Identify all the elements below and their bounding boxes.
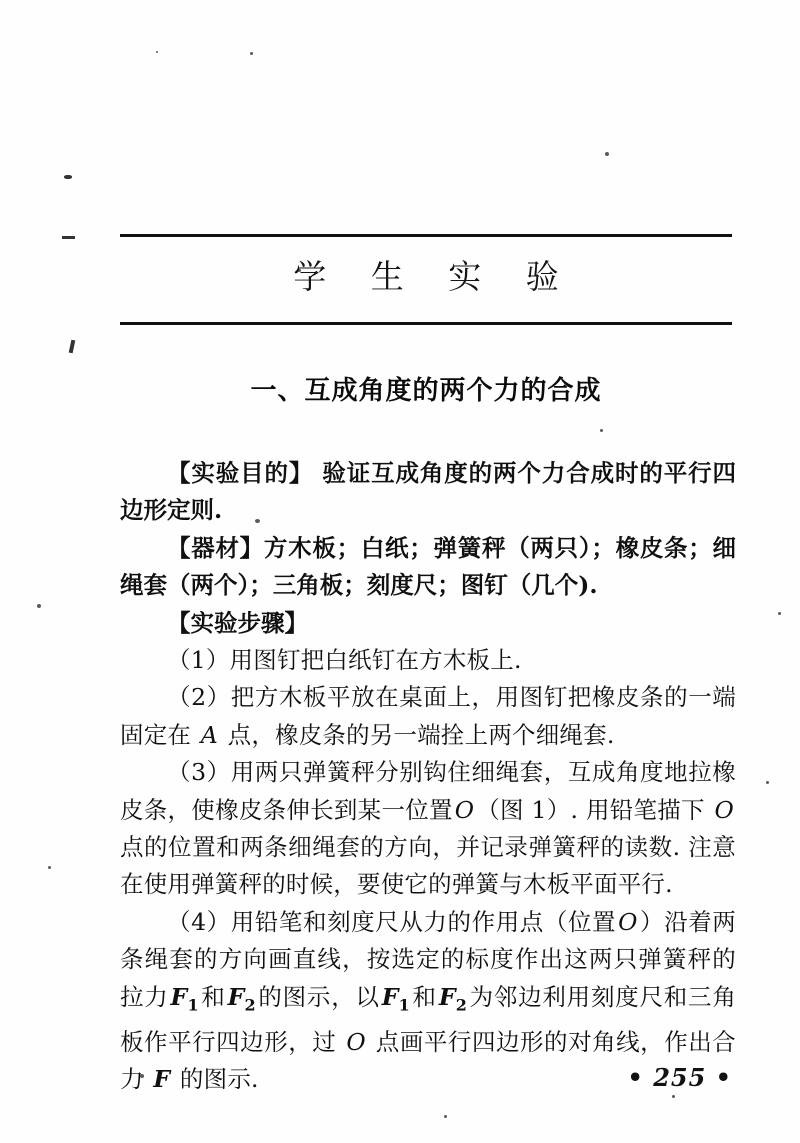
body-text-block [120,455,736,1099]
paragraph-apparatus: 【器材】方木板；白纸；弹簧秤（两只）；橡皮条；细绳套（两个）；三角板；刻度尺；图钉（几个). [120,533,736,600]
title-rule-top [120,234,732,237]
scan-speck [444,1115,447,1118]
scan-speck [600,429,603,432]
variable-O: O [714,795,734,824]
step4-text-e: 和 [411,982,437,1011]
scan-speck [48,866,51,869]
step4-text-b: ）沿着两条绳套的方向画直线，按选定的标度作出这两只弹簧秤的拉力 [120,907,736,1011]
step4-text-a: （4）用铅笔和刻度尺从力的作用点（位置 [167,907,617,936]
step3-text-b: （图 1）. 用铅笔描下 [476,795,713,824]
paragraph-step-2 [120,679,736,754]
scan-speck [62,236,75,239]
variable-F2 [437,982,469,1015]
scan-speck [64,175,72,179]
variable-O: O [618,907,638,936]
variable-F1-letter: F [170,982,188,1011]
variable-O: O [346,1027,366,1056]
step2-text-a: （2）把方木板平放在桌面上，用图钉把橡皮条的一端固定在 [120,683,736,749]
scan-speck [605,152,609,156]
variable-F1 [169,982,201,1015]
scan-speck [766,781,769,784]
scan-speck [156,51,158,53]
scan-speck [37,604,41,608]
step3-text-c: 点的位置和两条细绳套的方向，并记录弹簧秤的读数. 注意在使用弹簧秤的时候，要使它的弹簧与木板平面平行. [120,833,736,899]
step4-text-g: 点画平行四边形的对角线，作出合力 [120,1027,736,1094]
step2-text-b: 点，橡皮条的另一端拴上两个细绳套. [219,720,615,749]
variable-F1-letter: F [381,982,399,1011]
paragraph-step-1: （1）用图钉把白纸钉在方木板上. [167,646,522,675]
variable-F: F [153,1065,171,1094]
scan-speck [778,612,781,615]
paragraph-steps-label: 【实验步骤】 [167,608,308,637]
paragraph-step-3 [120,754,736,904]
paragraph-experiment-purpose: 【实验目的】 验证互成角度的两个力合成时的平行四边形定则. [120,459,736,525]
step4-text-f: 为邻边利用刻度尺和三角板作平行四边形，过 [120,982,737,1056]
section-heading: 一、互成角度的两个力的合成 [250,376,602,406]
variable-F2-subscript: 2 [455,995,468,1015]
variable-O: O [454,795,475,824]
page-number: • 255 • [627,1063,732,1092]
variable-F2-letter: F [438,982,456,1011]
variable-F1-subscript: 1 [187,995,199,1015]
step4-text-h: 的图示. [172,1065,259,1094]
variable-F1 [380,982,412,1015]
variable-F1-subscript: 1 [398,995,410,1015]
scan-speck [250,52,253,55]
variable-F2 [226,982,258,1015]
variable-F2-subscript: 2 [244,995,256,1015]
scan-speck [69,340,76,354]
step3-text-a: （3）用两只弹簧秤分别钩住细绳套，互成角度地拉橡皮条，使橡皮条伸长到某一位置 [120,758,736,824]
page-title: 学 生 实 验 [293,257,576,296]
variable-A: A [200,720,218,749]
step4-text-d: 的图示，以 [257,982,380,1011]
step4-text-c: 和 [200,982,226,1011]
variable-F2-letter: F [227,982,245,1011]
title-rule-bottom [120,322,732,325]
